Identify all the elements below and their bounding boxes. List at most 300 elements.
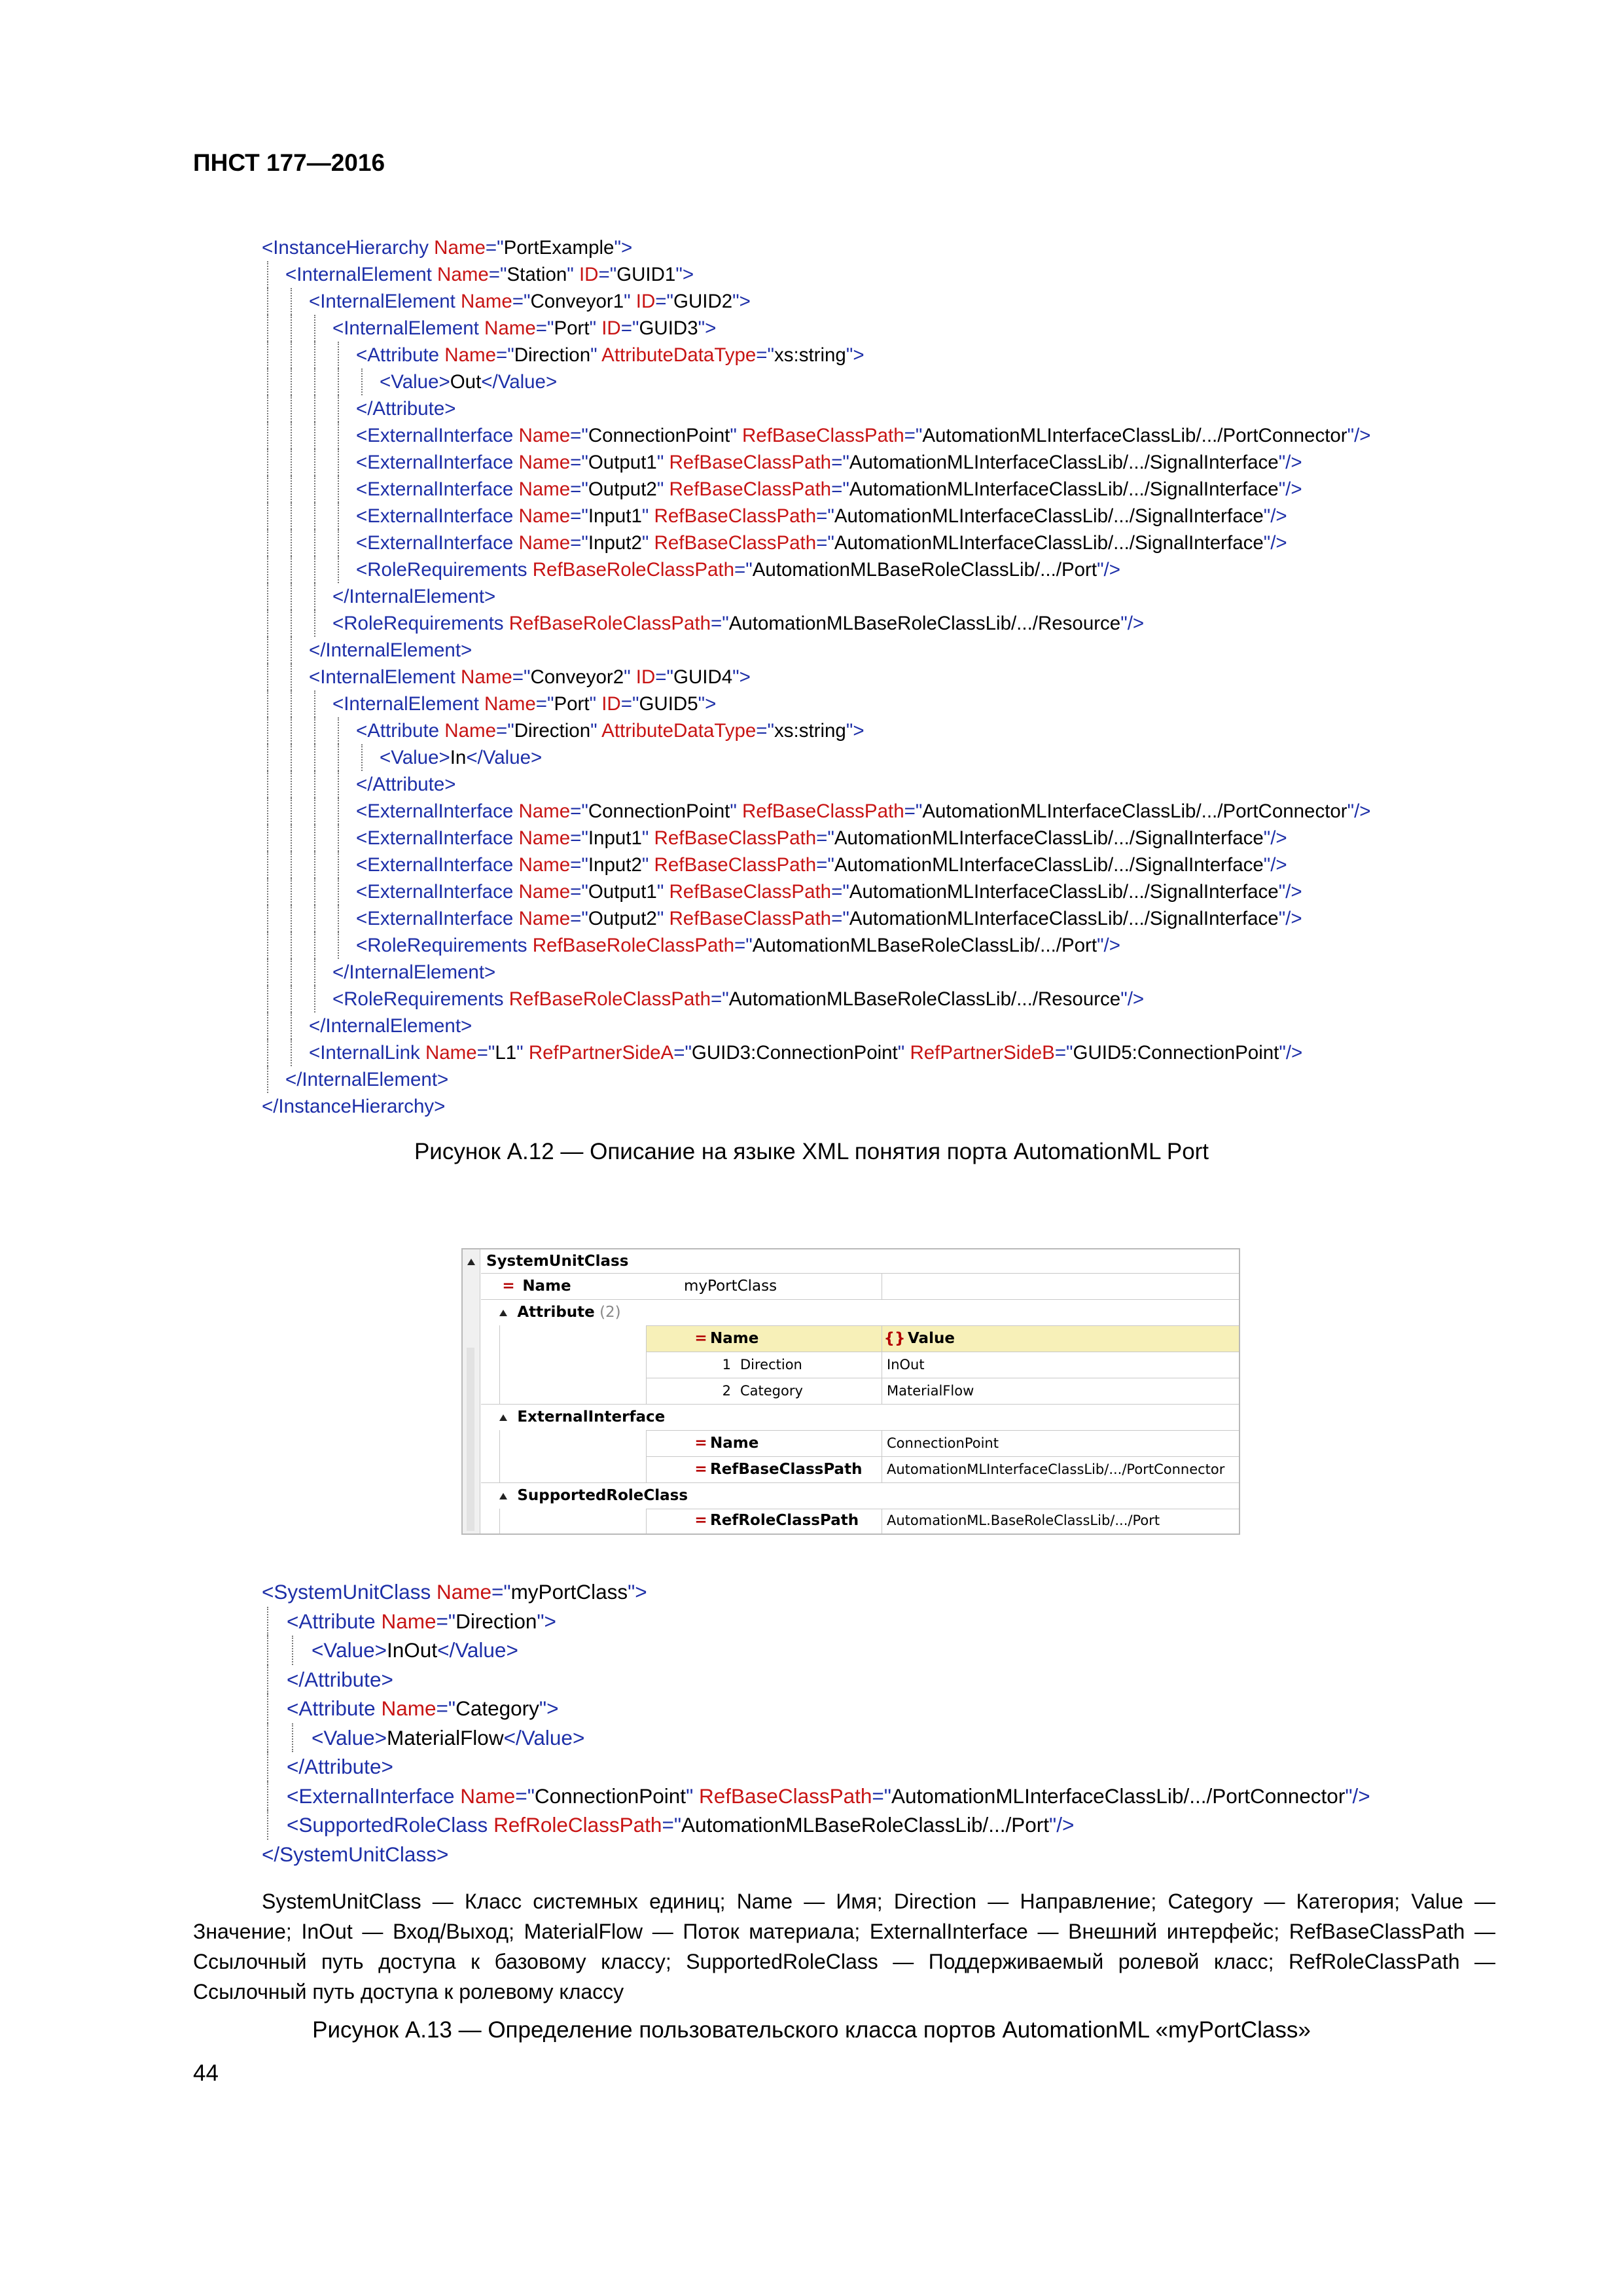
indent-guide xyxy=(314,717,315,744)
code-line xyxy=(262,932,1371,959)
indent-guide xyxy=(267,288,268,315)
code-token: <ExternalInterface xyxy=(356,854,519,876)
code-token: AutomationMLInterfaceClassLib/.../PortConnector xyxy=(922,800,1347,822)
indent-guide xyxy=(291,449,292,476)
attr-name[interactable]: Category xyxy=(740,1383,803,1399)
code-line xyxy=(262,422,1371,449)
column-header-name[interactable]: = Name xyxy=(692,1325,758,1352)
code-token: L1 xyxy=(495,1042,517,1064)
code-line xyxy=(262,744,1371,771)
code-token: =" xyxy=(535,693,554,715)
code-token: <InstanceHierarchy xyxy=(262,237,435,259)
code-token: =" xyxy=(570,425,588,446)
code-line xyxy=(262,637,1371,664)
indent-guide xyxy=(291,878,292,905)
indent-guide xyxy=(267,798,268,825)
xml-listing-port-example xyxy=(262,234,1371,1120)
code-line xyxy=(262,1810,1370,1840)
code-line xyxy=(262,1782,1370,1811)
code-token: AutomationMLBaseRoleClassLib/.../Port xyxy=(681,1813,1050,1837)
code-token: " xyxy=(641,505,654,527)
indent-guide xyxy=(267,1636,268,1665)
code-token: Input2 xyxy=(588,532,642,554)
indent-guide xyxy=(338,556,339,583)
code-token: AutomationMLInterfaceClassLib/.../SignalInterface xyxy=(849,908,1279,929)
indent-guide xyxy=(267,1752,268,1782)
indent-guide xyxy=(338,717,339,744)
indent-guide xyxy=(267,1665,268,1695)
code-line xyxy=(262,664,1371,691)
indent-guide xyxy=(314,556,315,583)
code-token: =" xyxy=(734,559,753,581)
code-token: Name xyxy=(518,452,571,473)
grid-row-external-interface[interactable]: ExternalInterface xyxy=(499,1404,665,1430)
code-line xyxy=(262,342,1371,368)
indent-guide xyxy=(314,771,315,798)
code-token: </InternalElement> xyxy=(285,1069,449,1090)
code-line xyxy=(262,1607,1370,1636)
indent-guide xyxy=(291,771,292,798)
equals-icon: = xyxy=(694,1512,707,1529)
name-value: myPortClass xyxy=(684,1278,777,1295)
code-token: <RoleRequirements xyxy=(332,988,509,1010)
code-token: "> xyxy=(539,1696,559,1720)
code-token: AutomationMLInterfaceClassLib/.../PortConnector xyxy=(922,425,1347,446)
indent-guide xyxy=(291,422,292,449)
code-token: " xyxy=(641,532,654,554)
code-line xyxy=(262,1840,1370,1869)
code-token: Name xyxy=(518,827,571,849)
code-line xyxy=(262,1665,1370,1695)
indent-guide xyxy=(314,583,315,610)
code-line xyxy=(262,798,1371,825)
indent-guide xyxy=(361,744,363,771)
code-line xyxy=(262,1039,1371,1066)
code-token: <ExternalInterface xyxy=(356,478,519,500)
code-token: AutomationMLBaseRoleClassLib/.../Resource xyxy=(728,613,1121,634)
code-token: RefBaseClassPath xyxy=(699,1784,872,1808)
code-token: =" xyxy=(655,291,673,312)
indent-guide xyxy=(267,368,268,395)
code-token: AutomationMLBaseRoleClassLib/.../Port xyxy=(752,935,1097,956)
indent-guide xyxy=(291,932,292,959)
code-token: ConnectionPoint xyxy=(588,800,730,822)
code-line xyxy=(262,1636,1370,1665)
code-token: RefPartnerSideA xyxy=(528,1042,674,1064)
indent-guide xyxy=(314,368,315,395)
code-token: GUID5 xyxy=(639,693,698,715)
code-token: Station xyxy=(507,264,567,285)
code-line xyxy=(262,717,1371,744)
code-token: =" xyxy=(436,1696,456,1720)
grid-row-attribute[interactable]: Attribute (2) xyxy=(499,1299,621,1325)
code-token: <RoleRequirements xyxy=(356,559,533,581)
figure-caption-a12: Рисунок А.12 — Описание на языке XML понятия порта AutomationML Port xyxy=(414,1139,1209,1164)
code-token: AutomationMLInterfaceClassLib/.../SignalInterface xyxy=(849,478,1279,500)
code-token: " xyxy=(897,1042,910,1064)
code-token: Name xyxy=(425,1042,477,1064)
indent-guide xyxy=(291,905,292,932)
indent-guide xyxy=(291,691,292,717)
indent-guide xyxy=(291,986,292,1013)
code-token: "/> xyxy=(1345,1784,1370,1808)
code-token: </Attribute> xyxy=(287,1755,393,1778)
code-token: Name xyxy=(444,344,496,366)
code-token: =" xyxy=(512,291,531,312)
attr-name[interactable]: Direction xyxy=(740,1357,802,1372)
code-token: </InternalElement> xyxy=(309,1015,473,1037)
indent-guide xyxy=(314,825,315,852)
code-token: AutomationMLInterfaceClassLib/.../SignalInterface xyxy=(834,532,1264,554)
indent-guide xyxy=(314,798,315,825)
code-token: RefBaseRoleClassPath xyxy=(508,613,711,634)
collapse-triangle-icon[interactable] xyxy=(499,1493,507,1499)
page-number: 44 xyxy=(193,2060,219,2086)
code-token: <InternalLink xyxy=(309,1042,425,1064)
code-token: <SupportedRoleClass xyxy=(287,1813,494,1837)
code-token: " xyxy=(516,1042,529,1064)
code-token: Output1 xyxy=(588,452,657,473)
code-token: =" xyxy=(570,478,588,500)
code-line xyxy=(262,610,1371,637)
indent-guide xyxy=(338,905,339,932)
ext-name-value[interactable]: ConnectionPoint xyxy=(887,1435,999,1451)
ext-ref-value[interactable]: AutomationMLInterfaceClassLib/.../PortConnector xyxy=(887,1462,1225,1477)
code-token: Name xyxy=(518,800,571,822)
indent-guide xyxy=(291,717,292,744)
code-token: "/> xyxy=(1263,827,1287,849)
code-token: Name xyxy=(518,854,571,876)
indent-guide xyxy=(267,503,268,529)
code-token: "/> xyxy=(1263,505,1287,527)
code-line xyxy=(262,959,1371,986)
code-line xyxy=(262,905,1371,932)
code-token: RefBaseClassPath xyxy=(669,452,832,473)
code-token: Conveyor1 xyxy=(530,291,624,312)
code-token: =" xyxy=(872,1784,891,1808)
code-token: =" xyxy=(831,478,849,500)
code-line xyxy=(262,1013,1371,1039)
code-token: =" xyxy=(620,317,639,339)
code-token: " xyxy=(590,720,602,742)
ext-name-label: = Name xyxy=(692,1430,758,1456)
code-token: </Value> xyxy=(503,1725,585,1749)
xml-listing-system-unit-class xyxy=(262,1577,1370,1869)
indent-guide xyxy=(267,959,268,986)
code-token: ID xyxy=(601,693,621,715)
code-token: Direction xyxy=(455,1609,537,1633)
indent-guide xyxy=(314,932,315,959)
equals-icon: = xyxy=(694,1330,707,1347)
code-token: xs:string xyxy=(774,720,846,742)
indent-guide xyxy=(314,529,315,556)
code-token: =" xyxy=(816,505,834,527)
indent-guide xyxy=(314,691,315,717)
attr-index: 2 xyxy=(722,1383,731,1399)
indent-guide xyxy=(314,342,315,368)
code-token: <ExternalInterface xyxy=(356,800,519,822)
indent-guide xyxy=(291,368,292,395)
code-token: <InternalElement xyxy=(309,291,461,312)
scroll-thumb[interactable] xyxy=(467,1348,474,1531)
code-token: Output2 xyxy=(588,478,657,500)
code-token: GUID1 xyxy=(616,264,676,285)
indent-guide xyxy=(267,556,268,583)
code-token: =" xyxy=(570,505,588,527)
code-token: Name xyxy=(484,317,536,339)
code-line xyxy=(262,288,1371,315)
indent-guide xyxy=(338,503,339,529)
code-token: =" xyxy=(816,827,834,849)
indent-guide xyxy=(267,1066,268,1093)
code-token: In xyxy=(450,747,467,768)
code-token: ConnectionPoint xyxy=(588,425,730,446)
code-token: </InstanceHierarchy> xyxy=(262,1096,446,1117)
document-code: ПНСТ 177—2016 xyxy=(193,149,385,176)
code-token: <ExternalInterface xyxy=(356,452,519,473)
code-token: Direction xyxy=(514,720,591,742)
indent-guide xyxy=(267,1694,268,1723)
code-line xyxy=(262,771,1371,798)
code-token: AttributeDataType xyxy=(601,344,757,366)
code-token: <Attribute xyxy=(356,720,445,742)
code-line xyxy=(262,878,1371,905)
code-token: " xyxy=(730,425,742,446)
code-token: =" xyxy=(831,881,849,903)
indent-guide xyxy=(338,449,339,476)
code-token: Name xyxy=(434,237,486,259)
code-token: "/> xyxy=(1278,452,1302,473)
code-token: " xyxy=(730,800,742,822)
indent-guide xyxy=(267,771,268,798)
code-line xyxy=(262,1093,1371,1120)
code-token: =" xyxy=(535,317,554,339)
code-token: myPortClass xyxy=(510,1580,628,1604)
code-token: </InternalElement> xyxy=(332,586,496,607)
code-line xyxy=(262,986,1371,1013)
code-token: Output2 xyxy=(588,908,657,929)
code-token: " xyxy=(686,1784,699,1808)
indent-guide xyxy=(267,395,268,422)
indent-guide xyxy=(338,368,339,395)
code-token: <Value> xyxy=(380,371,450,393)
indent-guide xyxy=(314,878,315,905)
indent-guide xyxy=(291,852,292,878)
code-token: Port xyxy=(554,693,590,715)
code-line xyxy=(262,395,1371,422)
code-token: =" xyxy=(570,827,588,849)
code-line xyxy=(262,503,1371,529)
code-token: =" xyxy=(512,666,531,688)
code-token: Name xyxy=(518,425,571,446)
code-token: GUID3 xyxy=(639,317,698,339)
indent-guide xyxy=(338,798,339,825)
code-token: </InternalElement> xyxy=(309,639,473,661)
collapse-triangle-icon[interactable] xyxy=(499,1414,507,1421)
code-token: ID xyxy=(635,291,656,312)
code-token: Name xyxy=(518,532,571,554)
scroll-up-arrow-icon[interactable] xyxy=(467,1259,475,1265)
column-header-value[interactable]: {} Value xyxy=(882,1325,955,1352)
code-token: " xyxy=(656,908,669,929)
code-line xyxy=(262,556,1371,583)
indent-guide xyxy=(291,637,292,664)
figure-caption-a13: Рисунок А.13 — Определение пользовательского класса портов AutomationML «myPortClass» xyxy=(312,2017,1311,2043)
indent-guide xyxy=(267,986,268,1013)
code-token: RefBaseClassPath xyxy=(669,908,832,929)
indent-guide xyxy=(338,529,339,556)
role-ref-value[interactable]: AutomationML.BaseRoleClassLib/.../Port xyxy=(887,1513,1160,1528)
code-token: RefBaseClassPath xyxy=(742,425,904,446)
code-token: =" xyxy=(904,425,923,446)
code-token: ID xyxy=(635,666,656,688)
code-token: <InternalElement xyxy=(332,693,485,715)
code-token: AutomationMLInterfaceClassLib/.../PortConnector xyxy=(891,1784,1346,1808)
code-token: " xyxy=(567,264,579,285)
code-token: Name xyxy=(381,1696,437,1720)
code-token: <ExternalInterface xyxy=(356,908,519,929)
indent-guide xyxy=(314,315,315,342)
code-token: =" xyxy=(570,800,588,822)
code-line xyxy=(262,529,1371,556)
role-ref-label: = RefRoleClassPath xyxy=(692,1507,859,1534)
indent-guide xyxy=(338,744,339,771)
indent-guide xyxy=(338,932,339,959)
code-token: "/> xyxy=(1120,988,1145,1010)
code-line xyxy=(262,1723,1370,1753)
attr-index: 1 xyxy=(722,1357,731,1372)
code-token: "/> xyxy=(1278,881,1302,903)
code-token: Input1 xyxy=(588,827,642,849)
grid-row-supported-role-class[interactable]: SupportedRoleClass xyxy=(499,1482,688,1509)
code-line xyxy=(262,234,1371,261)
code-token: </Value> xyxy=(466,747,543,768)
code-token: "/> xyxy=(1278,478,1302,500)
code-token: <RoleRequirements xyxy=(332,613,509,634)
code-token: =" xyxy=(476,1042,495,1064)
indent-guide xyxy=(267,422,268,449)
indent-guide xyxy=(338,825,339,852)
code-line xyxy=(262,476,1371,503)
code-token: Name xyxy=(444,720,496,742)
indent-guide xyxy=(267,932,268,959)
indent-guide xyxy=(267,342,268,368)
code-token: " xyxy=(590,344,602,366)
indent-guide xyxy=(267,1723,268,1753)
code-token: =" xyxy=(655,666,673,688)
code-token: </Attribute> xyxy=(356,398,456,420)
code-token: RefBaseRoleClassPath xyxy=(508,988,711,1010)
indent-guide xyxy=(267,664,268,691)
code-token: =" xyxy=(570,532,588,554)
code-token: Input1 xyxy=(588,505,642,527)
code-token: </Attribute> xyxy=(356,774,456,795)
code-line xyxy=(262,1066,1371,1093)
attr-value[interactable]: InOut xyxy=(887,1357,925,1372)
code-token: Name xyxy=(484,693,536,715)
code-token: GUID2 xyxy=(673,291,733,312)
indent-guide xyxy=(291,664,292,691)
indent-guide xyxy=(314,476,315,503)
code-token: =" xyxy=(756,344,774,366)
code-token: xs:string xyxy=(774,344,846,366)
code-token: PortExample xyxy=(503,237,615,259)
indent-guide xyxy=(314,449,315,476)
code-token: =" xyxy=(711,988,729,1010)
code-token: <RoleRequirements xyxy=(356,935,533,956)
indent-guide xyxy=(314,503,315,529)
code-token: "> xyxy=(698,693,717,715)
code-token: =" xyxy=(515,1784,535,1808)
attr-value[interactable]: MaterialFlow xyxy=(887,1383,974,1399)
grid-row-name[interactable]: = Name myPortClass xyxy=(499,1273,1232,1299)
ext-ref-label: = RefBaseClassPath xyxy=(692,1456,862,1482)
code-token: </Attribute> xyxy=(287,1667,393,1691)
code-token: =" xyxy=(673,1042,692,1064)
code-token: =" xyxy=(485,237,504,259)
code-token: MaterialFlow xyxy=(387,1725,504,1749)
code-token: AutomationMLBaseRoleClassLib/.../Resource xyxy=(728,988,1121,1010)
code-token: Conveyor2 xyxy=(530,666,624,688)
indent-guide xyxy=(267,261,268,288)
equals-icon: = xyxy=(694,1461,707,1478)
code-token: =" xyxy=(1054,1042,1073,1064)
indent-guide xyxy=(267,905,268,932)
indent-guide xyxy=(338,342,339,368)
indent-guide xyxy=(291,1013,292,1039)
code-token: "/> xyxy=(1120,613,1145,634)
code-token: AttributeDataType xyxy=(601,720,757,742)
code-token: " xyxy=(641,854,654,876)
code-token: =" xyxy=(831,908,849,929)
code-line xyxy=(262,261,1371,288)
code-line xyxy=(262,825,1371,852)
code-token: "/> xyxy=(1097,559,1120,581)
code-token: </Value> xyxy=(437,1638,518,1662)
indent-guide xyxy=(291,825,292,852)
code-token: ConnectionPoint xyxy=(534,1784,687,1808)
code-token: "> xyxy=(675,264,694,285)
indent-guide xyxy=(338,852,339,878)
collapse-triangle-icon[interactable] xyxy=(499,1310,507,1316)
code-token: " xyxy=(656,452,669,473)
code-token: <InternalElement xyxy=(285,264,438,285)
code-line xyxy=(262,449,1371,476)
code-token: Name xyxy=(460,1784,516,1808)
code-token: " xyxy=(656,881,669,903)
indent-guide xyxy=(338,395,339,422)
code-token: " xyxy=(589,317,602,339)
code-token: <Attribute xyxy=(287,1609,382,1633)
grid-scrollbar[interactable] xyxy=(463,1249,480,1534)
code-token: GUID3:ConnectionPoint xyxy=(691,1042,898,1064)
code-line xyxy=(262,1752,1370,1782)
code-token: "> xyxy=(846,344,865,366)
code-token: =" xyxy=(620,693,639,715)
code-line xyxy=(262,368,1371,395)
code-token: Output1 xyxy=(588,881,657,903)
indent-guide xyxy=(267,1607,268,1636)
code-token: =" xyxy=(491,1580,511,1604)
equals-icon: = xyxy=(502,1278,515,1295)
indent-guide xyxy=(267,717,268,744)
code-line xyxy=(262,315,1371,342)
code-token: "/> xyxy=(1049,1813,1075,1837)
figure-legend: SystemUnitClass — Класс системных единиц; Name — Имя; Direction — Направление; Category — Категория; Value — Значение; InOut — Вход/Выход; MaterialFlow — Поток материала; ExternalInterface — Внешний интерфейс; RefBaseClassPath — Ссылочный путь доступа к базовому классу; SupportedRoleClass — Поддерживаемый ролевой класс; RefRoleClassPath — Ссылочный путь доступа к ролевому классу xyxy=(193,1890,1495,2003)
code-token: =" xyxy=(662,1813,682,1837)
indent-guide xyxy=(291,288,292,315)
code-token: Direction xyxy=(514,344,591,366)
